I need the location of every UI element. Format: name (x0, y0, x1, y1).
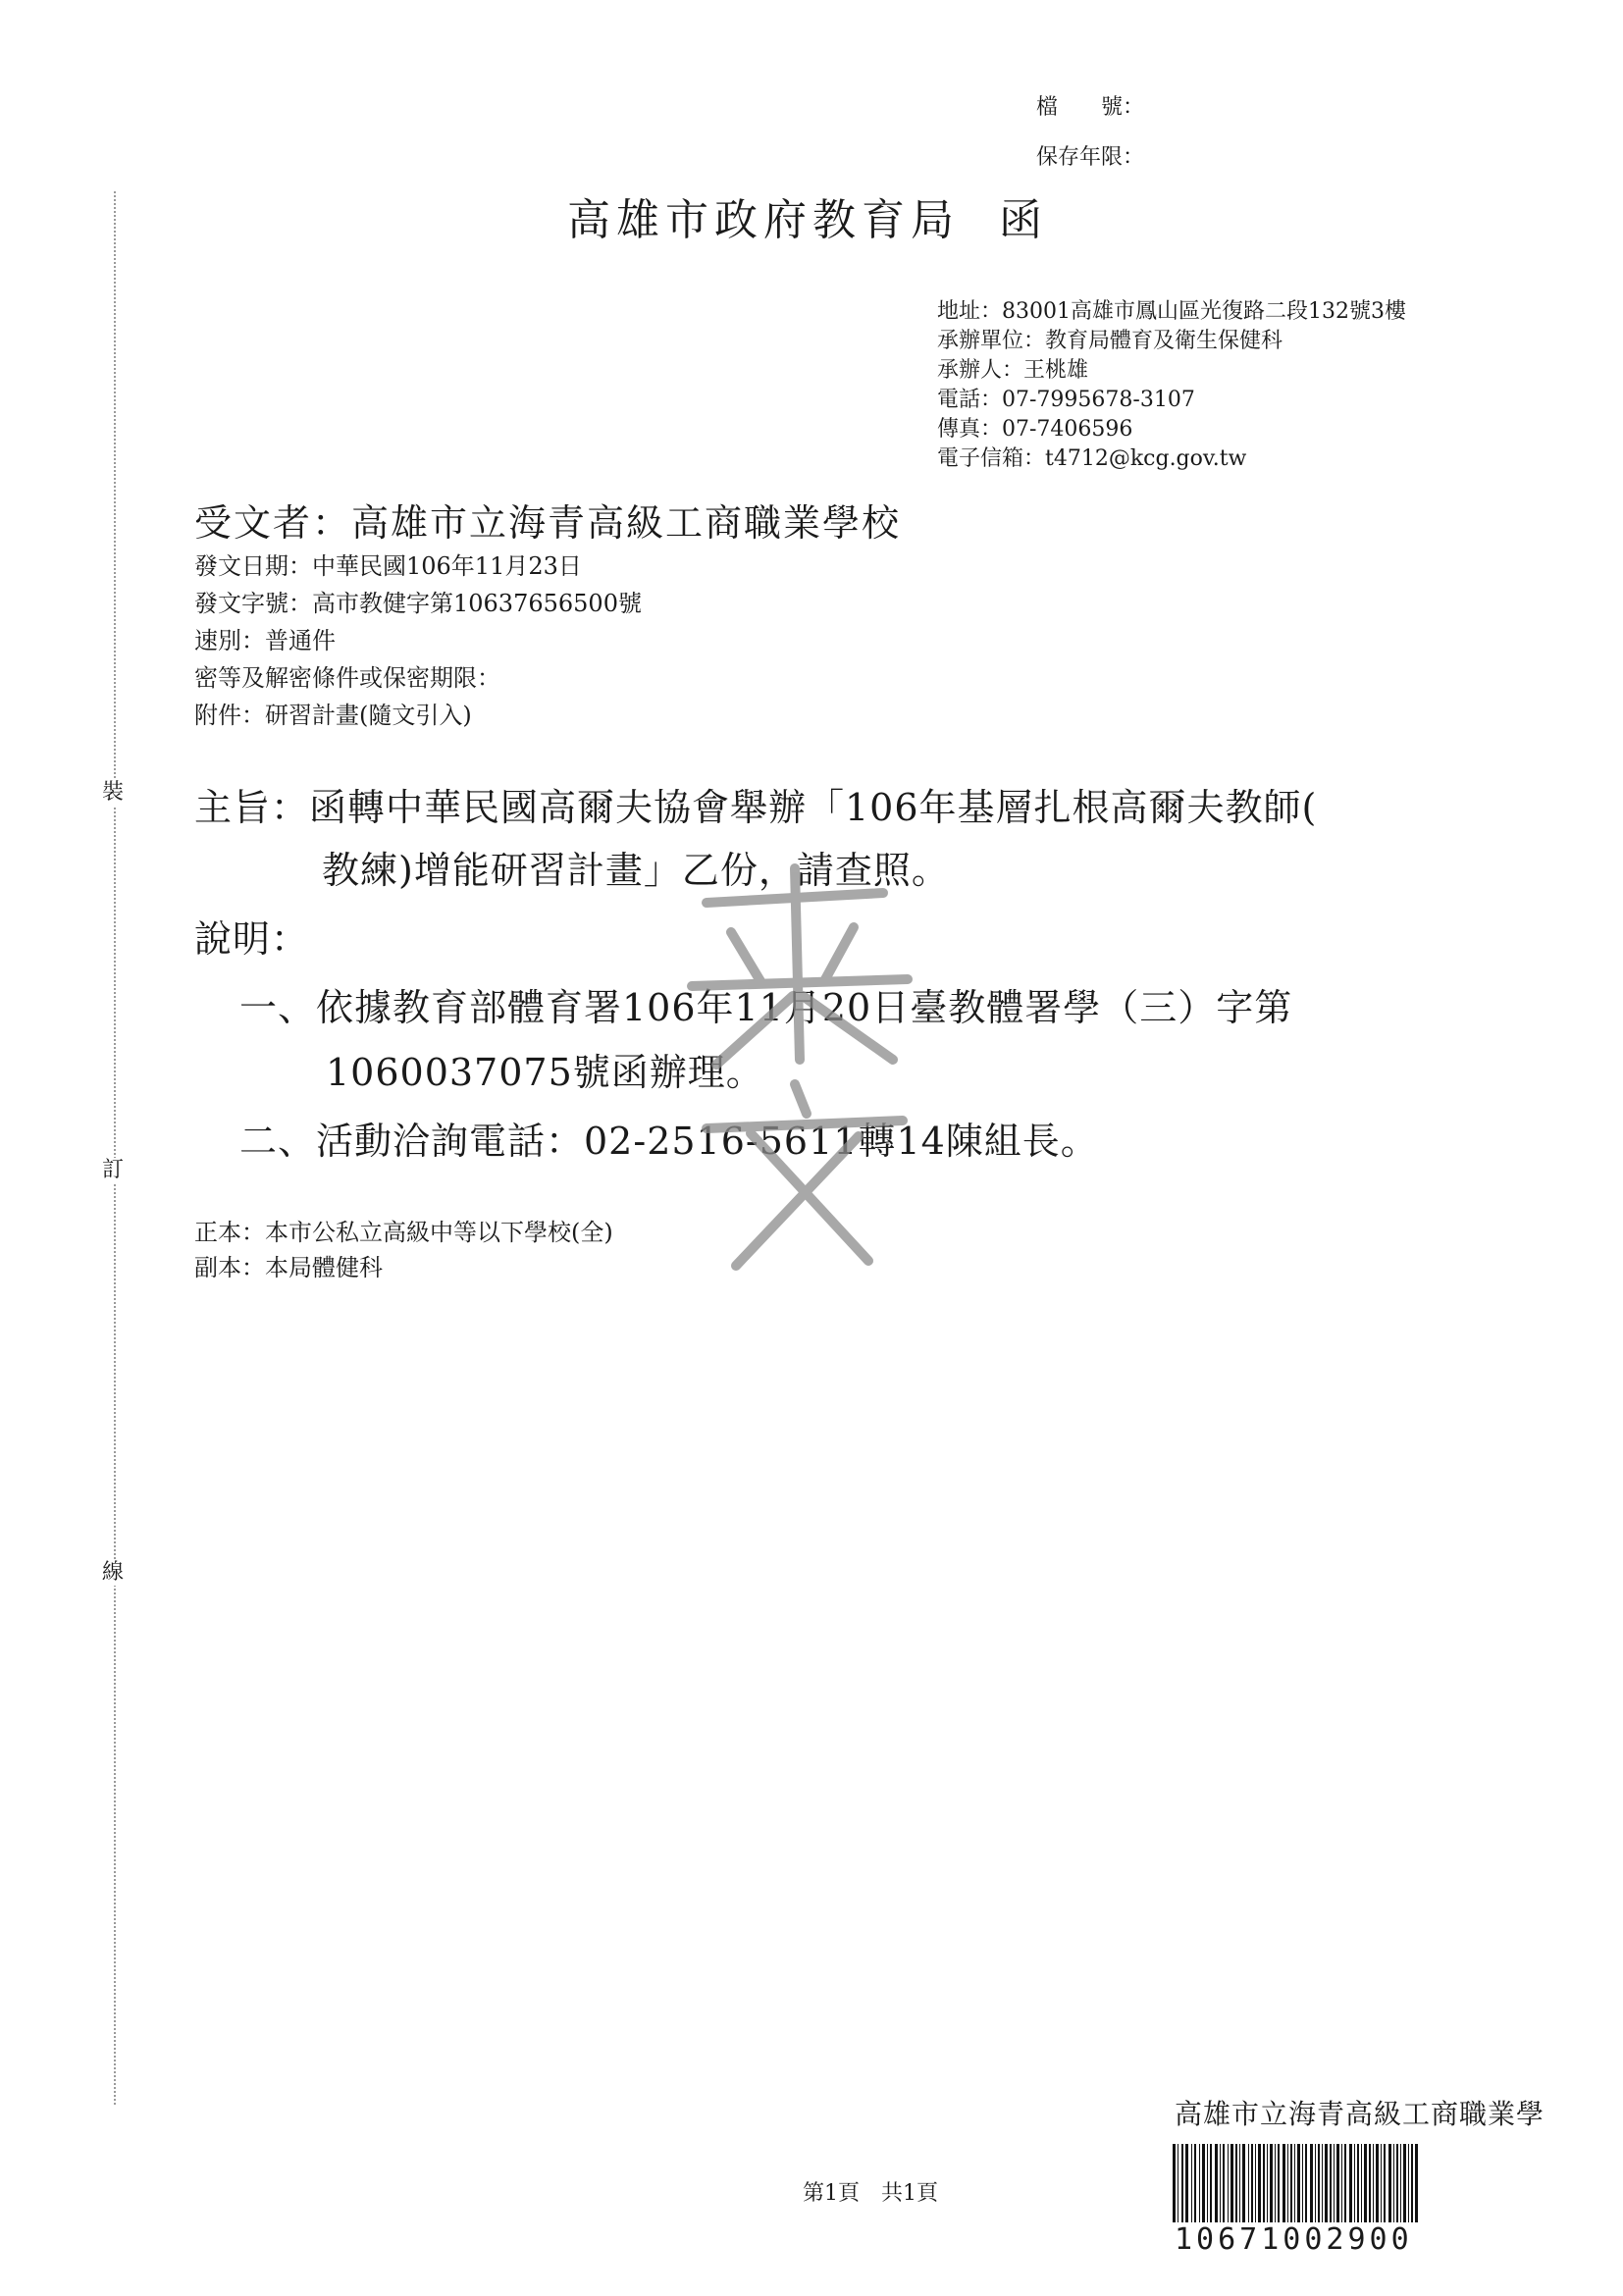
subject-line-2: 教練)增能研習計畫」乙份，請查照。 (322, 849, 950, 892)
explanation-item-1-line-1: 一、依據教育部體育署106年11月20日臺教體署學（三）字第 (239, 986, 1293, 1029)
contact-officer: 承辦人：王桃雄 (937, 358, 1089, 383)
retention-label: 保存年限： (1036, 145, 1145, 170)
binding-char-ding: 訂 (102, 1158, 125, 1182)
contact-unit: 承辦單位：教育局體育及衛生保健科 (937, 329, 1283, 353)
file-number-label: 檔 號： (1036, 95, 1145, 120)
receiving-school-label (1165, 2085, 1599, 2262)
subject-line-1: 主旨：函轉中華民國高爾夫協會舉辦「106年基層扎根高爾夫教師( (194, 786, 1318, 829)
speed-class: 速別：普通件 (194, 627, 336, 654)
issue-number: 發文字號：高市教健字第10637656500號 (194, 590, 642, 617)
document-title (567, 184, 1048, 247)
explanation-label: 說明： (194, 917, 310, 961)
explanation-item-2: 二、活動洽詢電話：02-2516-5611轉14陳組長。 (239, 1120, 1099, 1163)
barcode-number: 10671002900 (1175, 2222, 1413, 2257)
distribution-block (194, 1215, 613, 1285)
barcode-image (1173, 2144, 1418, 2222)
contact-fax: 傳真：07-7406596 (937, 417, 1133, 442)
contact-phone: 電話：07-7995678-3107 (937, 388, 1195, 412)
page-number: 第1頁 共1頁 (803, 2181, 938, 2206)
secrecy-level: 密等及解密條件或保密期限： (194, 664, 500, 692)
binding-char-xian: 線 (102, 1560, 125, 1585)
attachment: 附件：研習計畫(隨文引入) (194, 702, 472, 729)
receiving-school-name: 高雄市立海青高級工商職業學 (1175, 2098, 1545, 2130)
binding-char-zhuang: 裝 (102, 780, 125, 805)
distribution-main: 正本：本市公私立高級中等以下學校(全) (194, 1219, 613, 1246)
file-number-row (1036, 90, 1144, 121)
binding-margin-line (114, 191, 116, 2105)
retention-row (1036, 140, 1144, 171)
explanation-item-1-line-2: 1060037075號函辦理。 (326, 1051, 764, 1094)
contact-address: 地址：83001高雄市鳳山區光復路二段132號3樓 (937, 299, 1406, 324)
recipient: 受文者：高雄市立海青高級工商職業學校 (194, 501, 902, 545)
document-info (194, 548, 642, 734)
issue-date: 發文日期：中華民國106年11月23日 (194, 552, 582, 580)
contact-block (937, 297, 1406, 474)
agency-name: 高雄市政府教育局 (567, 195, 960, 245)
contact-email: 電子信箱：t4712@kcg.gov.tw (937, 446, 1247, 471)
distribution-copy: 副本：本局體健科 (194, 1254, 383, 1281)
document-type: 函 (999, 195, 1048, 245)
